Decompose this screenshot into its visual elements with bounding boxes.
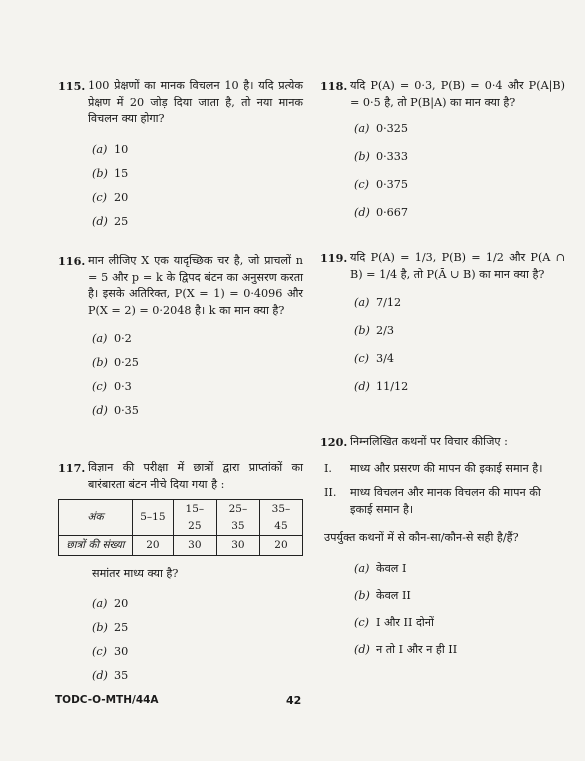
table-cell: 30 — [173, 536, 216, 556]
option-a[interactable]: (a) केवल I — [354, 561, 407, 575]
question-followup: उपर्युक्त कथनों में से कौन-सा/कौन-से सही है/हैं? — [324, 531, 519, 544]
options — [354, 295, 565, 407]
option-c[interactable]: (c) I और II दोनों — [354, 615, 434, 629]
table-cell: 30 — [216, 536, 259, 556]
table-cell: 25–35 — [216, 500, 259, 536]
option-c[interactable]: (c) 3/4 — [354, 352, 395, 365]
table-cell: 5–15 — [132, 500, 173, 536]
table-cell: 15–25 — [173, 500, 216, 536]
statement-1: I. माध्य और प्रसरण की मापन की इकाई समान है। — [324, 461, 543, 475]
option-d[interactable]: (d) 25 — [92, 214, 129, 228]
option-b[interactable]: (b) 25 — [92, 621, 129, 634]
option-c[interactable]: (c) 30 — [92, 645, 129, 658]
options — [354, 121, 565, 233]
question-115 — [58, 78, 303, 238]
statement-2: II. माध्य विचलन और मानक विचलन की मापन की इकाई समान है। — [324, 486, 541, 516]
option-d[interactable]: (d) 11/12 — [354, 380, 409, 393]
options — [92, 331, 303, 427]
question-text: निम्नलिखित कथनों पर विचार कीजिए : — [350, 435, 508, 448]
table-row-marks — [59, 500, 303, 536]
option-a[interactable]: (a) 0·2 — [92, 332, 132, 345]
option-a[interactable]: (a) 10 — [92, 142, 129, 156]
table-row-header: अंक — [59, 500, 133, 536]
question-116 — [58, 253, 303, 427]
question-119 — [320, 250, 565, 407]
question-number: 119. — [320, 251, 348, 265]
option-b[interactable]: (b) 2/3 — [354, 324, 395, 337]
question-followup: समांतर माध्य क्या है? — [92, 566, 179, 580]
question-text: 100 प्रेक्षणों का मानक विचलन 10 है। यदि प्रत्येक प्रेक्षण में 20 जोड़ दिया जाता है, तो नया मानक विचलन क्या होगा? — [88, 79, 303, 125]
question-number: 116. — [58, 254, 86, 268]
question-number: 120. — [320, 435, 348, 449]
question-number: 115. — [58, 79, 86, 93]
option-d[interactable]: (d) 0·667 — [354, 206, 409, 219]
table-cell: 35–45 — [259, 500, 302, 536]
option-c[interactable]: (c) 20 — [92, 190, 129, 204]
question-120 — [320, 434, 565, 669]
page-number: 42 — [286, 694, 302, 707]
question-118 — [320, 78, 565, 233]
frequency-table — [58, 499, 303, 556]
option-a[interactable]: (a) 7/12 — [354, 296, 402, 309]
table-cell: 20 — [132, 536, 173, 556]
option-d[interactable]: (d) न तो I और न ही II — [354, 642, 458, 656]
option-c[interactable]: (c) 0·375 — [354, 178, 409, 191]
question-text: यदि P(A) = 0·3, P(B) = 0·4 और P(A|B) = 0·5 है, तो P(B|A) का मान क्या है? — [350, 79, 565, 109]
question-number: 118. — [320, 79, 348, 93]
option-b[interactable]: (b) 0·25 — [92, 356, 139, 369]
table-row-header: छात्रों की संख्या — [59, 536, 133, 556]
options — [354, 561, 565, 669]
question-text: विज्ञान की परीक्षा में छात्रों द्वारा प्राप्तांकों का बारंबारता बंटन नीचे दिया गया है : — [88, 461, 303, 491]
option-d[interactable]: (d) 0·35 — [92, 404, 139, 417]
options — [92, 142, 303, 238]
option-a[interactable]: (a) 20 — [92, 597, 129, 610]
question-number: 117. — [58, 461, 86, 475]
question-text: यदि P(A) = 1/3, P(B) = 1/2 और P(A ∩ B) = 1/4 है, तो P(Ā ∪ B) का मान क्या है? — [350, 251, 565, 281]
option-b[interactable]: (b) 15 — [92, 166, 129, 180]
option-a[interactable]: (a) 0·325 — [354, 122, 409, 135]
table-row-students — [59, 536, 303, 556]
options — [92, 596, 303, 692]
option-d[interactable]: (d) 35 — [92, 669, 129, 682]
option-b[interactable]: (b) केवल II — [354, 588, 411, 602]
table-cell: 20 — [259, 536, 302, 556]
option-c[interactable]: (c) 0·3 — [92, 380, 132, 393]
option-b[interactable]: (b) 0·333 — [354, 150, 409, 163]
question-text: मान लीजिए X एक यादृच्छिक चर है, जो प्राचलों n = 5 और p = k के द्विपद बंटन का अनुसरण करता है। इसके अतिरिक्त, P(X = 1) = 0·4096 और P(X = 2) = 0·2048 है। k का मान क्या है? — [88, 254, 303, 317]
booklet-code: TODC-O-MTH/44A — [55, 694, 159, 706]
question-117 — [58, 460, 303, 692]
